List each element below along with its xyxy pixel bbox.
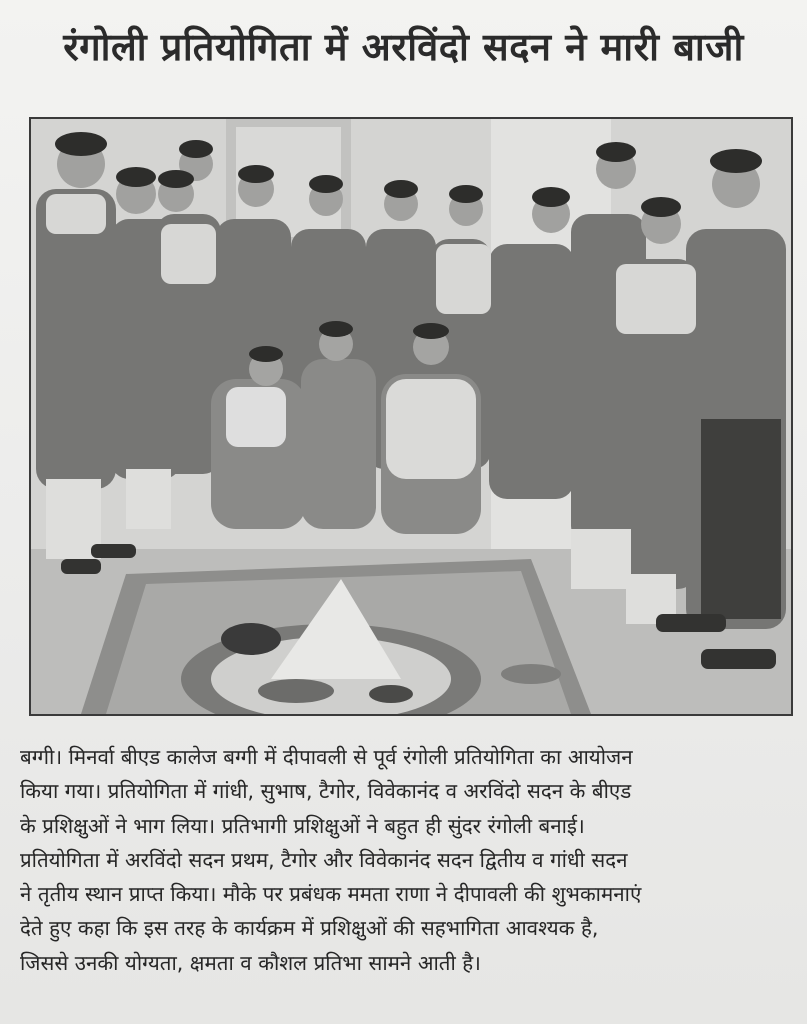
group-photo-icon	[31, 119, 791, 714]
article-body	[20, 740, 792, 980]
article-line: किया गया। प्रतियोगिता में गांधी, सुभाष, टैगोर, विवेकानंद व अरविंदो सदन के बीएड	[20, 779, 632, 804]
article-line: ने तृतीय स्थान प्राप्त किया। मौके पर प्रबंधक ममता राणा ने दीपावली की शुभकामनाएं	[20, 882, 642, 907]
article-line: प्रतियोगिता में अरविंदो सदन प्रथम, टैगोर और विवेकानंद सदन द्वितीय व गांधी सदन	[20, 847, 628, 872]
article-line: देते हुए कहा कि इस तरह के कार्यक्रम में प्रशिक्षुओं की सहभागिता आवश्यक है,	[20, 916, 599, 941]
headline: रंगोली प्रतियोगिता में अरविंदो सदन ने मारी बाजी	[63, 25, 744, 69]
article-line: के प्रशिक्षुओं ने भाग लिया। प्रतिभागी प्रशिक्षुओं ने बहुत ही सुंदर रंगोली बनाई।	[20, 813, 585, 838]
article-line: बग्गी। मिनर्वा बीएड कालेज बग्गी में दीपावली से पूर्व रंगोली प्रतियोगिता का आयोजन	[20, 745, 633, 769]
article-line: जिससे उनकी योग्यता, क्षमता व कौशल प्रतिभा सामने आती है।	[20, 950, 481, 975]
group-photo	[29, 117, 793, 716]
